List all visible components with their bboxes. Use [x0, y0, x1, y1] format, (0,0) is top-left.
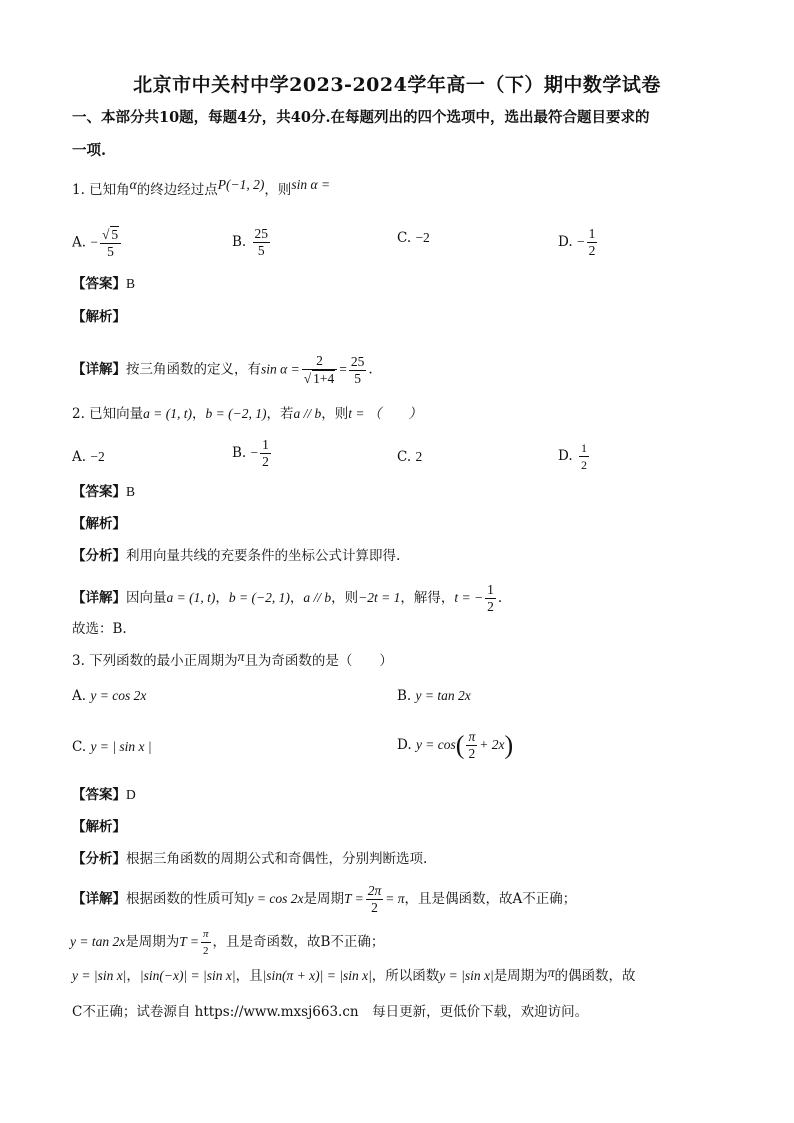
q1-option-a-label: A. — [72, 234, 87, 251]
q3-detail-line3-pi: π — [547, 965, 555, 980]
q1-answer — [72, 274, 135, 294]
q3-detail-line2-num: π — [201, 926, 211, 943]
q2-option-c-value: 2 — [415, 449, 423, 464]
q2-stem — [72, 404, 422, 424]
q3-fenxi-text: 根据三角函数的周期公式和奇偶性，分别判断选项. — [126, 851, 428, 867]
q2-option-a-value: −2 — [90, 449, 105, 464]
q2-option-a-label: A. — [72, 449, 87, 465]
q1-option-a-sign: − — [90, 234, 98, 250]
q3-detail-eqpi: = π — [385, 891, 405, 906]
q2-vector-a: a = (1, t) — [143, 406, 193, 421]
q2-option-a — [72, 447, 105, 467]
q1-option-b — [232, 226, 272, 259]
q3-detail-fraction — [366, 883, 384, 916]
q2-detail-text3: ，解得， — [400, 590, 455, 606]
q1-option-c-value: −2 — [415, 230, 430, 245]
q3-option-d-label: D. — [397, 737, 412, 753]
q1-expr: sin α = — [291, 177, 331, 192]
q3-detail-line2-fraction — [201, 926, 211, 959]
q2-fenxi — [72, 546, 400, 566]
q2-analysis-tag: 【解析】 — [72, 516, 126, 532]
q1-option-b-den: 5 — [257, 243, 265, 258]
q2-answer — [72, 482, 135, 502]
q1-stem — [72, 177, 331, 200]
q2-option-d-fraction — [579, 440, 589, 473]
q1-point: P(−1, 2) — [217, 177, 265, 192]
q2-detail-parallel: a // b — [303, 590, 332, 605]
q3-detail-T: T = — [343, 891, 364, 906]
q1-option-c — [397, 228, 430, 248]
q1-stem-prefix: 1. 已知角 — [72, 182, 130, 198]
q2-parallel: a // b — [293, 406, 322, 421]
q1-detail-fraction1: $\frac{2}{√ 1+4}$ — [302, 353, 338, 387]
q3-option-d-rparen: ) — [504, 730, 514, 760]
q3-detail-line3-c: |sin(π + x)| = |sin x| — [262, 968, 372, 983]
q1-option-b-num: 25 — [254, 226, 269, 241]
q2-detail-den: 2 — [487, 599, 494, 614]
section-instruction-line1: 一、本部分共10题，每题4分，共40分.在每题列出的四个选项中，选出最符合题目要求的 — [72, 109, 650, 126]
q1-option-a-den: 5 — [107, 244, 114, 259]
q2-detail — [72, 582, 502, 615]
q1-detail-end: . — [368, 361, 373, 378]
q1-option-d-den: 2 — [588, 243, 596, 258]
q3-option-d-post: + 2x — [479, 737, 505, 752]
q1-option-d-fraction — [587, 226, 598, 259]
q3-detail-line2-f: y = tan 2x — [70, 934, 126, 949]
q2-fenxi-text: 利用向量共线的充要条件的坐标公式计算即得. — [126, 548, 401, 564]
q2-option-b-fraction — [260, 437, 271, 470]
q2-detail-equation: −2t = 1 — [358, 590, 401, 605]
q3-answer-value: D — [126, 787, 136, 802]
q1-detail-fraction2 — [349, 354, 367, 387]
q3-option-c — [72, 737, 152, 757]
q2-detail-text2: ，则 — [331, 590, 359, 606]
q3-analysis-tag: 【解析】 — [72, 819, 126, 835]
q2-stem-end: ，则 — [321, 406, 349, 422]
q2-option-d-num: 1 — [580, 441, 587, 455]
q3-option-c-label: C. — [72, 739, 87, 755]
q3-option-c-expr: y = | sin x | — [90, 739, 152, 754]
q3-detail-line3-sep: ， — [126, 968, 140, 984]
q2-option-b-den: 2 — [262, 454, 269, 469]
q2-option-c-label: C. — [397, 449, 412, 465]
q3-stem-pre: 3. 下列函数的最小正周期为 — [72, 653, 238, 669]
q2-option-b-label: B. — [232, 445, 247, 461]
q3-detail-line4: C不正确；试卷源自 https://www.mxsj663.cn 每日更新，更低价下载，欢迎访问。 — [72, 1004, 589, 1020]
q3-stem-post: 且为奇函数的是（ ） — [244, 653, 393, 669]
q2-detail-separator2: ， — [289, 590, 304, 606]
q1-option-b-fraction — [253, 226, 271, 259]
q1-option-d-num: 1 — [588, 226, 596, 241]
q3-option-d-pre: y = cos — [415, 737, 456, 752]
q3-stem — [72, 651, 393, 671]
q1-detail-tag: 【详解】 — [72, 361, 126, 378]
q2-option-c — [397, 447, 422, 467]
q3-detail-line3 — [72, 966, 635, 986]
q3-detail-line2-den: 2 — [202, 945, 209, 957]
q3-detail-line3-d: y = |sin x| — [439, 968, 494, 983]
q3-fenxi-tag: 【分析】 — [72, 851, 126, 867]
q2-option-d — [558, 440, 591, 473]
q2-detail-num: 1 — [487, 582, 494, 597]
q1-option-d-sign: − — [576, 234, 585, 249]
q3-detail-line3-text2: ，所以函数 — [371, 968, 440, 984]
q3-answer — [72, 785, 136, 805]
q2-detail-tag: 【详解】 — [72, 590, 126, 606]
q1-answer-tag: 【答案】 — [72, 276, 126, 292]
q2-option-b-num: 1 — [262, 437, 269, 452]
page-title: 北京市中关村中学2023-2024学年高一（下）期中数学试卷 — [133, 74, 661, 96]
q3-option-d-lparen: ( — [455, 730, 465, 760]
q2-answer-value: B — [126, 484, 136, 499]
q2-option-d-den: 2 — [580, 458, 587, 472]
q2-fenxi-tag: 【分析】 — [72, 548, 126, 564]
q3-detail-line2-text2: ，且是奇函数，故B不正确； — [212, 934, 385, 950]
q3-option-d-fraction — [466, 729, 477, 762]
q3-detail-text2: 是周期 — [303, 891, 344, 907]
q2-conclusion: 故选：B. — [72, 621, 127, 637]
q3-option-b-label: B. — [397, 688, 412, 704]
q2-stem-t: t = （ ） — [348, 406, 422, 421]
q2-detail-vector-b: b = (−2, 1) — [228, 590, 290, 605]
q1-stem-end: ，则 — [264, 182, 292, 198]
q3-detail-den: 2 — [371, 900, 378, 915]
q3-option-d-den: 2 — [468, 746, 476, 761]
q1-detail-expr: sin α = — [261, 361, 300, 377]
q3-detail-f1: y = cos 2x — [247, 891, 304, 906]
q1-detail-frac2-num: 25 — [350, 353, 365, 369]
q2-option-b — [232, 437, 273, 470]
q1-stem-mid: 的终边经过点 — [136, 182, 218, 198]
q2-option-d-label: D. — [558, 448, 573, 464]
q1-option-d — [558, 226, 599, 259]
q1-answer-value: B — [126, 276, 136, 291]
q3-detail-line1 — [72, 883, 576, 916]
q3-option-b — [397, 686, 471, 706]
q3-detail-num: 2π — [367, 883, 382, 898]
q1-detail-frac2-den: 5 — [354, 370, 361, 386]
q3-detail-line3-a: y = |sin x| — [72, 968, 127, 983]
q3-fenxi — [72, 849, 427, 869]
q3-option-b-expr: y = tan 2x — [415, 688, 471, 703]
q2-vector-b: b = (−2, 1) — [205, 406, 267, 421]
q3-detail-text3: ，且是偶函数，故A不正确； — [404, 891, 577, 907]
q3-pi: π — [237, 649, 245, 664]
q2-detail-separator: ， — [215, 590, 229, 606]
q3-detail-line3-text3: 是周期为 — [493, 968, 548, 984]
q1-alpha: α — [129, 177, 137, 192]
q3-detail-line3-text4: 的偶函数，故 — [554, 968, 636, 984]
q3-option-a-expr: y = cos 2x — [90, 688, 147, 703]
q3-detail-text1: 根据函数的性质可知 — [126, 891, 248, 907]
q2-option-b-sign: − — [250, 445, 259, 460]
q2-separator: ， — [192, 406, 206, 422]
q3-answer-tag: 【答案】 — [72, 787, 126, 803]
q2-stem-if: ，若 — [266, 406, 294, 422]
q3-detail-line3-text1: ，且 — [235, 968, 263, 984]
q2-detail-end: . — [497, 590, 503, 606]
q1-detail-text: 按三角函数的定义，有 — [126, 361, 261, 378]
q2-detail-fraction — [485, 582, 496, 615]
q3-option-d — [397, 729, 513, 762]
q1-detail-frac1-den: 1+4 — [313, 371, 335, 386]
q1-option-d-label: D. — [558, 234, 573, 250]
q2-detail-vector-a: a = (1, t) — [166, 590, 216, 605]
q3-option-d-num: π — [468, 729, 476, 744]
q3-detail-tag: 【详解】 — [72, 891, 126, 907]
q1-option-a-num: 5 — [111, 227, 119, 242]
q2-detail-text1: 因向量 — [126, 590, 167, 606]
q1-detail: 【详解】按三角函数的定义，有sin α = $\frac{2}{√ 1+4}$ = $\frac{25}{5}$ . — [72, 353, 373, 386]
q2-detail-t: t = − — [454, 590, 484, 605]
q3-detail-line2 — [72, 926, 384, 959]
q1-option-a-fraction: $\frac{√ 5}{5}$ — [100, 226, 121, 260]
q3-detail-line3-b: |sin(−x)| = |sin x| — [139, 968, 236, 983]
q3-option-a-label: A. — [72, 688, 87, 704]
q2-stem-prefix: 2. 已知向量 — [72, 406, 144, 422]
q3-detail-line2-T: T = — [179, 934, 199, 949]
q1-analysis-tag: 【解析】 — [72, 309, 126, 325]
q2-answer-tag: 【答案】 — [72, 484, 126, 500]
q1-detail-frac1-num: 2 — [302, 353, 338, 370]
q3-detail-line2-text1: 是周期为 — [125, 934, 180, 950]
q1-option-b-label: B. — [232, 234, 247, 250]
section-instruction-line2: 一项. — [72, 142, 107, 159]
q1-option-c-label: C. — [397, 230, 412, 246]
q3-option-a — [72, 686, 146, 706]
q1-option-a — [72, 226, 123, 260]
